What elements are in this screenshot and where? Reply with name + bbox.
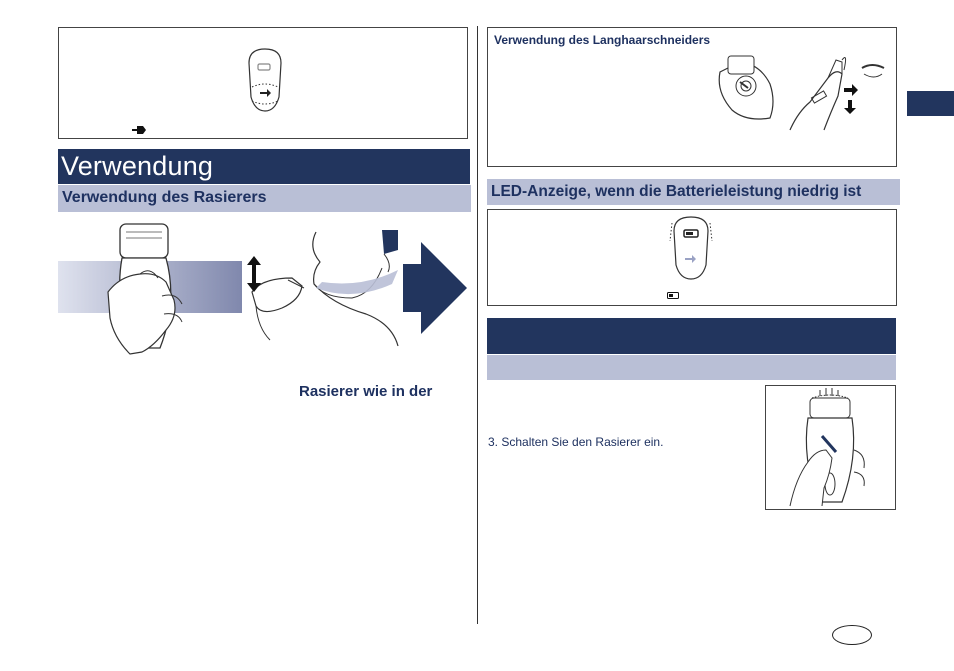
right-subsection-band [487, 355, 896, 380]
led-heading: LED-Anzeige, wenn die Batterieleistung niedrig ist [487, 179, 900, 205]
indicator-panel-illustration [245, 45, 285, 115]
low-battery-box [487, 209, 897, 306]
right-section-band [487, 318, 896, 354]
trimmer-open-illustration [710, 52, 780, 124]
shaver-in-hand-illustration [104, 222, 194, 357]
page-number-oval [832, 625, 872, 645]
shaving-face-illustration [242, 228, 402, 348]
column-divider [477, 26, 478, 624]
section-title: Verwendung [58, 149, 470, 184]
shaver-switch-illustration [782, 388, 882, 508]
up-down-arrow-icon [246, 256, 262, 292]
next-step-arrow-icon [403, 242, 467, 334]
trimmer-box [487, 27, 897, 167]
trimmer-use-illustration [784, 52, 904, 132]
switch-on-illustration-box [765, 385, 896, 510]
battery-icon [667, 292, 679, 299]
step-3-text: 3. Schalten Sie den Rasierer ein. [488, 435, 664, 449]
body-text-fragment: Rasierer wie in der [299, 383, 433, 400]
subsection-title: Verwendung des Rasierers [58, 185, 471, 212]
trimmer-box-title: Verwendung des Langhaarschneiders [494, 33, 711, 47]
side-tab [907, 91, 954, 116]
low-battery-indicator-illustration [668, 213, 714, 283]
plug-icon [132, 125, 148, 135]
charging-indicator-box [58, 27, 468, 139]
